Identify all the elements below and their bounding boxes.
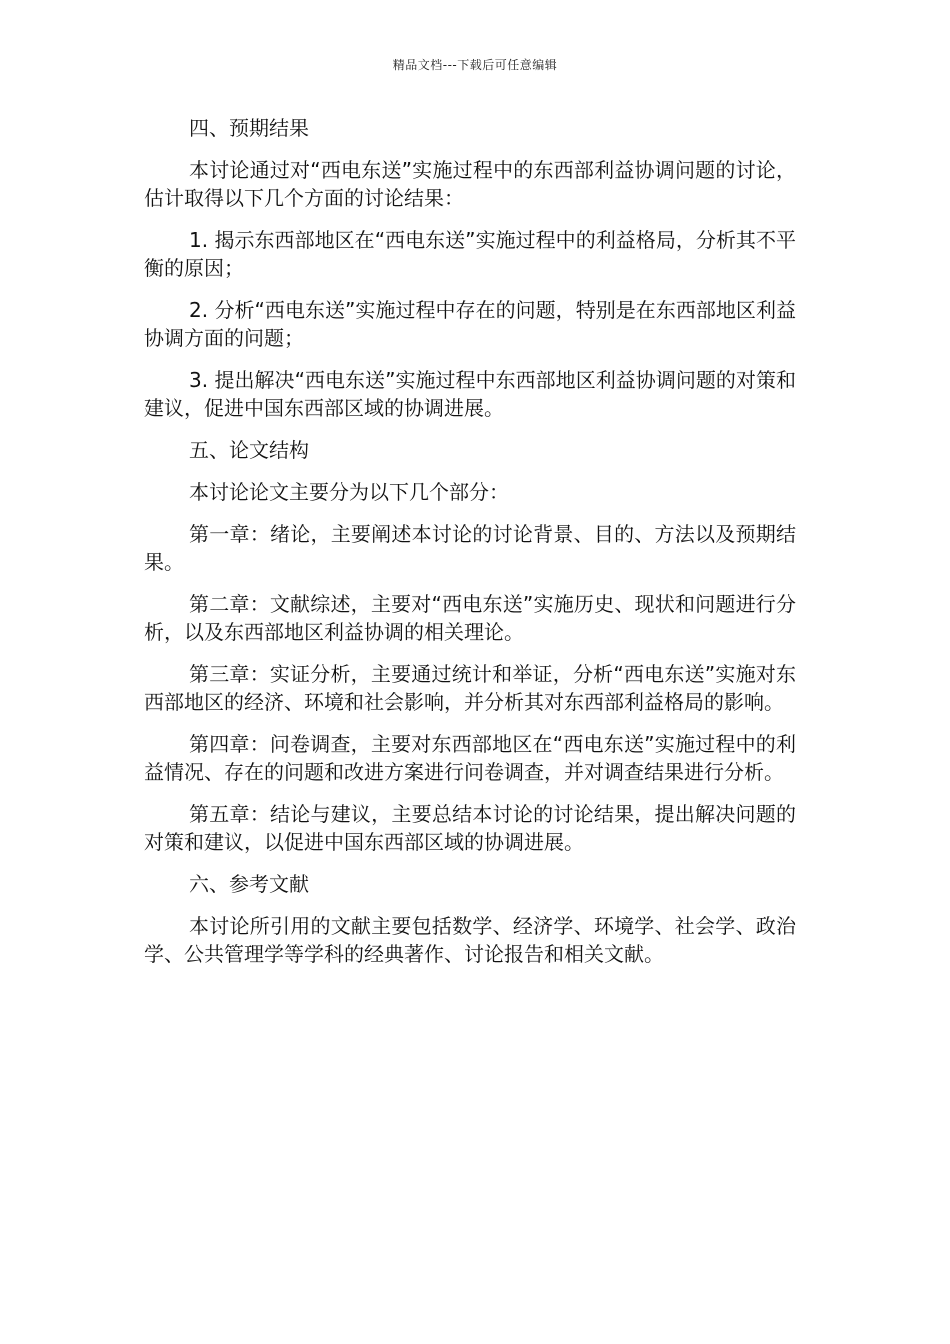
page-header: 精品文档---下载后可任意编辑 xyxy=(392,58,558,72)
list-item-1: 1. 揭示东西部地区在“西电东送”实施过程中的利益格局，分析其不平衡的原因； xyxy=(144,228,796,280)
section-heading-expected-results: 四、预期结果 xyxy=(189,116,309,140)
paragraph-references: 本讨论所引用的文献主要包括数学、经济学、环境学、社会学、政治学、公共管理学等学科的经典著作、讨论报告和相关文献。 xyxy=(144,914,796,966)
chapter-4: 第四章：问卷调查，主要对东西部地区在“西电东送”实施过程中的利益情况、存在的问题和改进方案进行问卷调查，并对调查结果进行分析。 xyxy=(144,732,796,784)
paragraph-intro: 本讨论通过对“西电东送”实施过程中的东西部利益协调问题的讨论，估计取得以下几个方面的讨论结果： xyxy=(144,158,796,210)
document-body xyxy=(144,114,796,982)
paragraph-structure-intro: 本讨论论文主要分为以下几个部分： xyxy=(189,480,509,504)
list-item-3: 3. 提出解决“西电东送”实施过程中东西部地区利益协调问题的对策和建议，促进中国东西部区域的协调进展。 xyxy=(144,368,796,420)
list-item-2: 2. 分析“西电东送”实施过程中存在的问题，特别是在东西部地区利益协调方面的问题； xyxy=(144,298,796,350)
chapter-2: 第二章：文献综述，主要对“西电东送”实施历史、现状和问题进行分析，以及东西部地区利益协调的相关理论。 xyxy=(144,592,796,644)
chapter-1: 第一章：绪论，主要阐述本讨论的讨论背景、目的、方法以及预期结果。 xyxy=(144,522,796,574)
section-heading-references: 六、参考文献 xyxy=(189,872,309,896)
chapter-5: 第五章：结论与建议，主要总结本讨论的讨论结果，提出解决问题的对策和建议，以促进中国东西部区域的协调进展。 xyxy=(144,802,796,854)
section-heading-thesis-structure: 五、论文结构 xyxy=(189,438,309,462)
chapter-3: 第三章：实证分析，主要通过统计和举证，分析“西电东送”实施对东西部地区的经济、环境和社会影响，并分析其对东西部利益格局的影响。 xyxy=(144,662,796,714)
